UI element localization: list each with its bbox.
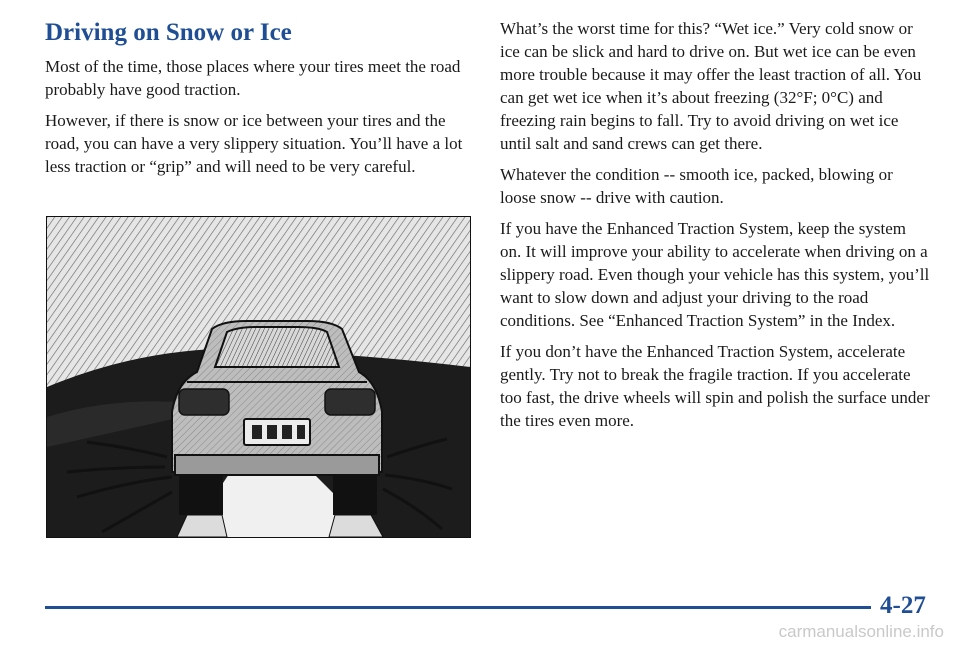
paragraph-no-enhanced-traction: If you don’t have the Enhanced Traction System, accelerate gently. Try not to break the fragile traction. If you accelerate too fast, the drive wheels will spin and polish the surface under the tires even more.	[500, 342, 930, 430]
footer-rule	[45, 606, 871, 609]
right-column	[500, 17, 930, 440]
left-column	[45, 55, 470, 186]
paragraph-drive-with-caution: Whatever the condition -- smooth ice, packed, blowing or loose snow -- drive with caution.	[500, 165, 893, 207]
page-title: Driving on Snow or Ice	[45, 19, 292, 46]
rear-bumper	[175, 455, 379, 475]
watermark: carmanualsonline.info	[778, 622, 944, 641]
right-tire	[333, 475, 377, 515]
car-on-snow-illustration	[46, 216, 471, 538]
page-number: 4-27	[880, 592, 926, 619]
left-tail-light	[179, 389, 229, 415]
right-tail-light	[325, 389, 375, 415]
car-illustration-svg	[47, 217, 470, 537]
left-tire	[179, 475, 223, 515]
paragraph-wet-ice: What’s the worst time for this? “Wet ice.” Very cold snow or ice can be slick and hard to drive on. But wet ice can be even more trouble because it may offer the least traction of all. You can get wet ice when it’s about freezing (32°F; 0°C) and freezing rain begins to fall. Try to avoid driving on wet ice until salt and sand crews can get there.	[500, 19, 922, 153]
paragraph-enhanced-traction: If you have the Enhanced Traction System, keep the system on. It will improve your ability to accelerate when driving on a slippery road. Even though your vehicle has this system, you’ll want to slow down and adjust your driving to the road conditions. See “Enhanced Traction System” in the Index.	[500, 219, 930, 330]
paragraph-traction-intro: Most of the time, those places where your tires meet the road probably have good traction.	[45, 57, 461, 99]
paragraph-slippery-situation: However, if there is snow or ice between your tires and the road, you can have a very slippery situation. You’ll have a lot less traction or “grip” and will need to be very careful.	[45, 111, 463, 176]
rear-window	[215, 327, 339, 367]
